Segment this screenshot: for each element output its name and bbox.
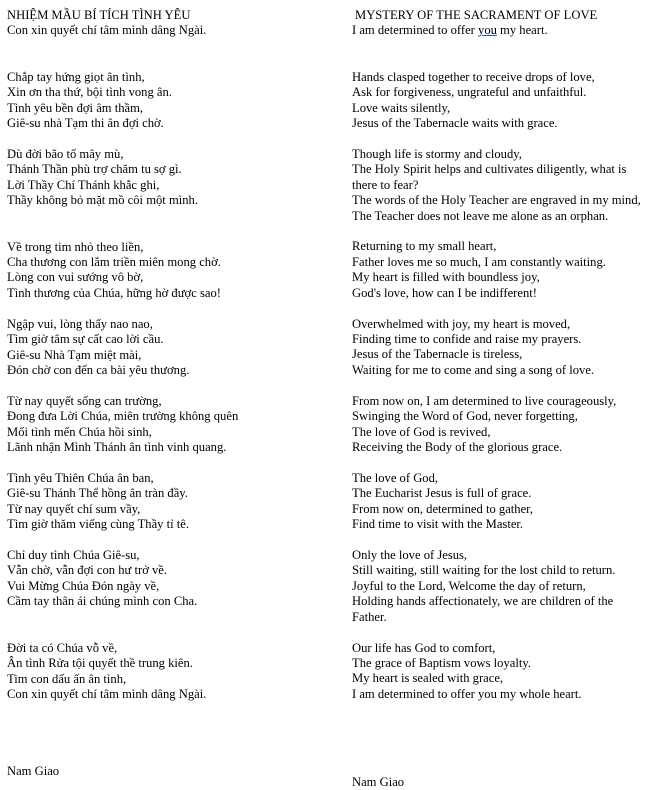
poem-line: Chắp tay hứng giọt ân tình, <box>7 69 145 84</box>
english-stanza-5 <box>352 394 646 456</box>
poem-line: Dù đời bão tố mây mù, <box>7 146 124 161</box>
subtitle-text-after: my heart. <box>496 23 548 38</box>
poem-line: My heart is sealed with grace, <box>352 671 504 686</box>
poem-line: I am determined to offer you my whole heart. <box>352 686 582 701</box>
poem-line: Đong đưa Lời Chúa, miên trường không quên <box>7 409 239 424</box>
poem-line: Vui Mừng Chúa Đón ngày về, <box>7 578 160 593</box>
poem-line: From now on, I am determined to live courageously, <box>352 393 617 408</box>
english-poem-column <box>352 8 646 702</box>
vietnamese-signature: Nam Giao <box>7 764 60 778</box>
poem-line: Ask for forgiveness, ungrateful and unfaithful. <box>352 85 587 100</box>
poem-line: Giê-su nhà Tạm thi ân đợi chờ. <box>7 116 164 131</box>
poem-line: Love waits silently, <box>352 100 451 115</box>
english-stanza-3 <box>352 239 646 301</box>
vietnamese-stanza-5 <box>7 394 327 456</box>
vietnamese-stanza-7 <box>7 548 327 610</box>
poem-line: Tìm giờ tâm sự cất cao lời cầu. <box>7 332 164 347</box>
english-title: MYSTERY OF THE SACRAMENT OF LOVE <box>355 8 598 22</box>
poem-line: Tìm giờ thăm viếng cùng Thầy tỉ tê. <box>7 517 190 532</box>
vietnamese-stanza-3 <box>7 240 327 302</box>
poem-line: Jesus of the Tabernacle is tireless, <box>352 347 523 362</box>
english-stanza-4 <box>352 317 646 379</box>
poem-line: The words of the Holy Teacher are engraved in my mind, <box>352 193 641 208</box>
poem-line: The Eucharist Jesus is full of grace. <box>352 486 532 501</box>
poem-line: Xin ơn tha thứ, bội tình vong ân. <box>7 85 172 100</box>
poem-line: Tình yêu bền đợi âm thầm, <box>7 100 144 115</box>
poem-line: Vẫn chờ, vẫn đợi con hư trở về. <box>7 563 168 578</box>
poem-line: My heart is filled with boundless joy, <box>352 270 540 285</box>
poem-line: Cha thương con lắm triền miên mong chờ. <box>7 254 221 269</box>
poem-line: Lời Thầy Chí Thánh khắc ghi, <box>7 177 160 192</box>
poem-line: Swinging the Word of God, never forgetting, <box>352 409 578 424</box>
english-stanza-6 <box>352 471 646 533</box>
poem-line: Chỉ duy tình Chúa Giê-su, <box>7 548 140 563</box>
subtitle-text-before: I am determined to offer <box>352 23 479 38</box>
poem-line: Only the love of Jesus, <box>352 547 468 562</box>
poem-line: Finding time to confide and raise my prayers. <box>352 332 582 346</box>
poem-line: Holding hands affectionately, we are children of the Father. <box>352 594 614 624</box>
poem-line: Thánh Thần phù trợ chăm tu sợ gì. <box>7 162 182 177</box>
poem-line: Đón chờ con đến ca bài yêu thương. <box>7 362 190 377</box>
poem-line: Từ nay quyết chí sum vầy, <box>7 501 141 516</box>
poem-line: The grace of Baptism vows loyalty. <box>352 655 531 670</box>
vietnamese-stanza-1 <box>7 70 327 132</box>
vietnamese-title: NHIỆM MẦU BÍ TÍCH TÌNH YÊU <box>7 8 191 22</box>
poem-line: Giê-su Nhà Tạm miệt mài, <box>7 347 142 362</box>
vietnamese-stanza-6 <box>7 471 327 533</box>
vietnamese-poem-column <box>7 8 327 702</box>
poem-line: Cầm tay thân ái chúng mình con Cha. <box>7 594 198 609</box>
vietnamese-stanza-2 <box>7 147 327 209</box>
poem-line: Lãnh nhận Mình Thánh ân tình vinh quang. <box>7 440 227 455</box>
vietnamese-subtitle: Con xin quyết chí tâm mình dâng Ngài. <box>7 23 207 38</box>
poem-line: Jesus of the Tabernacle waits with grace. <box>352 116 558 131</box>
english-stanza-8 <box>352 641 646 703</box>
poem-line: Receiving the Body of the glorious grace. <box>352 439 563 454</box>
poem-line: Joyful to the Lord, Welcome the day of return, <box>352 578 586 593</box>
poem-line: Though life is stormy and cloudy, <box>352 146 522 161</box>
poem-line: The Teacher does not leave me alone as an orphan. <box>352 208 609 223</box>
poem-line: Mối tình mến Chúa hồi sinh, <box>7 424 152 439</box>
vietnamese-stanza-4 <box>7 317 327 379</box>
english-stanza-7 <box>352 548 646 625</box>
poem-line: The Holy Spirit helps and cultivates diligently, what is there to fear? <box>352 162 627 192</box>
poem-line: Returning to my small heart, <box>352 239 497 254</box>
poem-line: Waiting for me to come and sing a song of love. <box>352 362 595 377</box>
poem-line: Hands clasped together to receive drops of love, <box>352 69 595 84</box>
english-subtitle <box>352 23 646 38</box>
poem-line: Tim con dấu ấn ân tình, <box>7 671 127 686</box>
underlined-word: you <box>478 23 497 38</box>
poem-line: Tình thương của Chúa, hững hờ được sao! <box>7 285 221 300</box>
poem-line: Đời ta có Chúa vỗ về, <box>7 640 118 655</box>
poem-line: Find time to visit with the Master. <box>352 517 524 532</box>
poem-line: Từ nay quyết sống can trường, <box>7 393 162 408</box>
poem-line: Our life has God to comfort, <box>352 640 496 655</box>
poem-line: Về trong tim nhỏ theo liền, <box>7 239 144 254</box>
poem-line: Overwhelmed with joy, my heart is moved, <box>352 316 571 331</box>
poem-line: Lòng con vui sướng vô bờ, <box>7 270 144 285</box>
poem-line: Ngập vui, lòng thấy nao nao, <box>7 316 153 331</box>
poem-line: God's love, how can I be indifferent! <box>352 285 537 300</box>
english-stanza-2 <box>352 147 646 224</box>
poem-line: Giê-su Thánh Thể hồng ân tràn đầy. <box>7 486 188 501</box>
poem-line: Still waiting, still waiting for the lost child to return. <box>352 563 616 578</box>
poem-line: The love of God is revived, <box>352 424 491 439</box>
poem-line: The love of God, <box>352 470 439 485</box>
poem-line: Ân tình Rửa tội quyết thề trung kiên. <box>7 656 193 671</box>
poem-line: Tình yêu Thiên Chúa ân ban, <box>7 470 154 485</box>
poem-line: Father loves me so much, I am constantly waiting. <box>352 254 606 269</box>
vietnamese-stanza-8 <box>7 641 327 703</box>
poem-line: From now on, determined to gather, <box>352 501 534 516</box>
poem-line: Con xin quyết chí tâm mình dâng Ngài. <box>7 686 207 701</box>
poem-line: Thầy không bỏ mặt mồ côi một mình. <box>7 193 198 208</box>
english-signature: Nam Giao <box>352 775 405 789</box>
english-stanza-1 <box>352 70 646 132</box>
